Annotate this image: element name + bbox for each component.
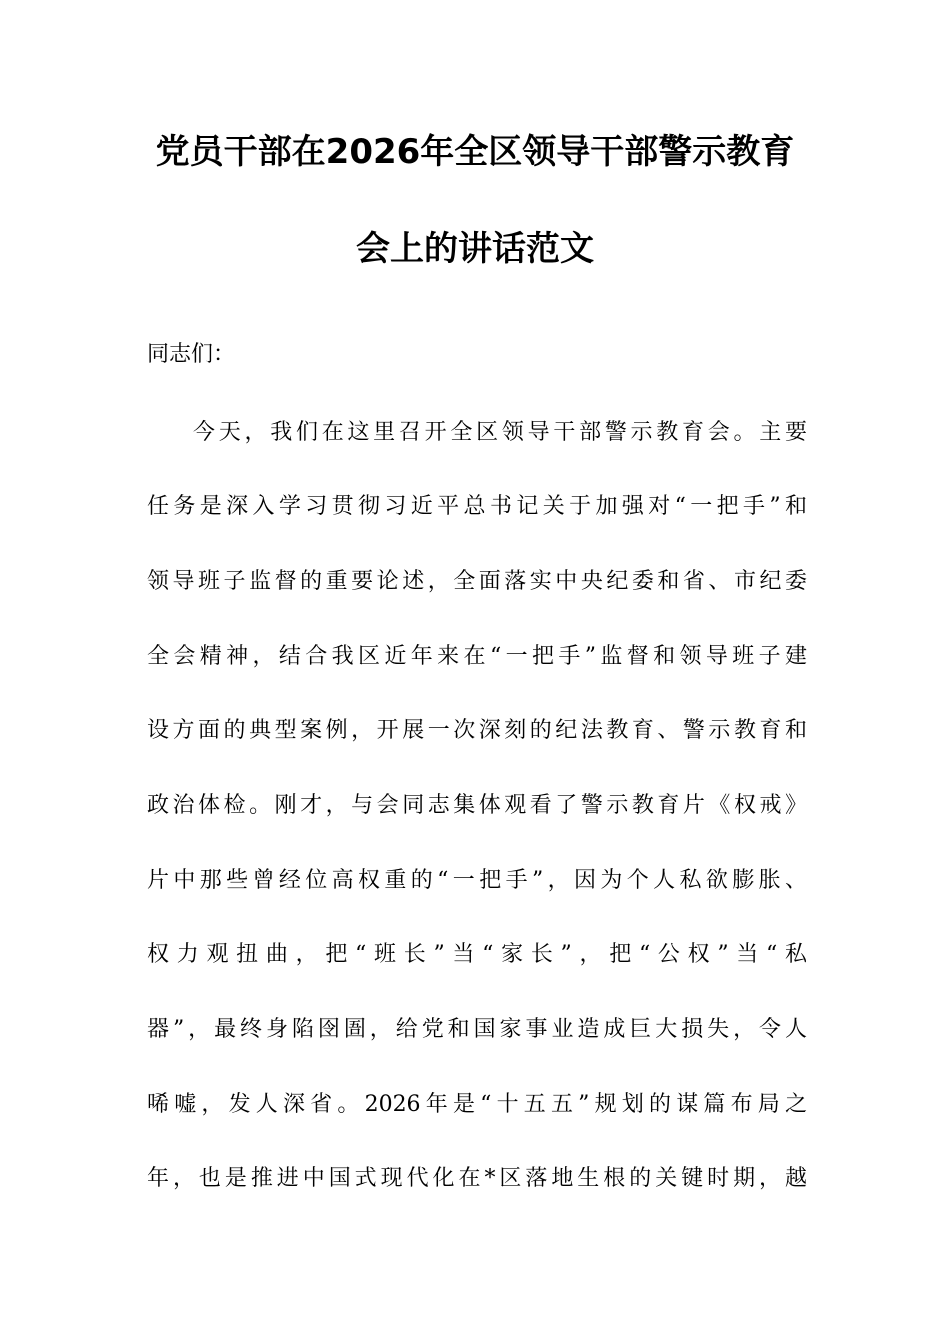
document-title-line-1: 党员干部在2026年全区领导干部警示教育: [155, 132, 795, 172]
paragraph-line: 全会精神，结合我区近年来在“一把手”监督和领导班子建: [147, 644, 807, 669]
paragraph-line: 今天，我们在这里召开全区领导干部警示教育会。主要: [193, 420, 807, 445]
salutation: 同志们：: [147, 342, 236, 367]
paragraph-line: 领导班子监督的重要论述，全面落实中央纪委和省、市纪委: [147, 569, 807, 594]
paragraph-line: 政治体检。刚才，与会同志集体观看了警示教育片《权戒》: [147, 793, 807, 818]
paragraph-line: 任务是深入学习贯彻习近平总书记关于加强对“一把手”和: [147, 494, 807, 519]
paragraph-line: 设方面的典型案例，开展一次深刻的纪法教育、警示教育和: [147, 718, 807, 743]
document-title-line-2: 会上的讲话范文: [356, 229, 594, 269]
paragraph-line: 权力观扭曲，把“班长”当“家长”，把“公权”当“私: [147, 942, 807, 967]
paragraph-line: 年，也是推进中国式现代化在*区落地生根的关键时期，越: [147, 1166, 807, 1191]
paragraph-line: 唏嘘，发人深省。2026年是“十五五”规划的谋篇布局之: [147, 1092, 807, 1117]
paragraph-line: 片中那些曾经位高权重的“一把手”，因为个人私欲膨胀、: [147, 868, 807, 893]
paragraph-line: 器”，最终身陷囹圄，给党和国家事业造成巨大损失，令人: [147, 1017, 807, 1042]
